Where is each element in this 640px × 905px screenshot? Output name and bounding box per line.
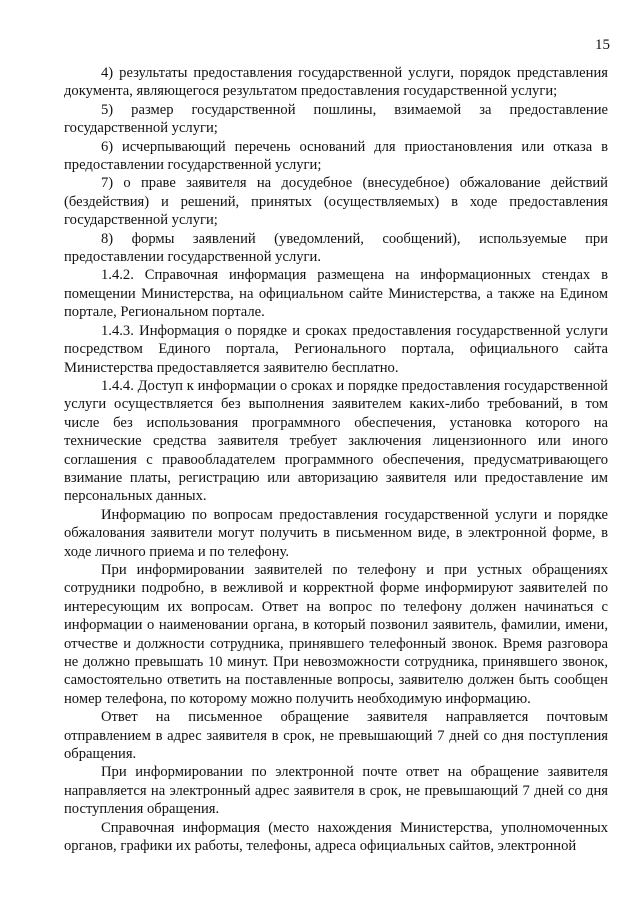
paragraph-item-6: 6) исчерпывающий перечень оснований для приостановления или отказа в предоставлении государственной услуги; xyxy=(64,138,608,174)
paragraph-phone-consultation: При информировании заявителей по телефону и при устных обращениях сотрудники подробно, в вежливой и корректной форме информируют заявителей по интересующим их вопросам. Ответ на вопрос по телефону должен начинаться с информации о наименовании органа, в который позвонил заявитель, фамилии, имени, отчестве и должности сотрудника, принявшего телефонный звонок. Время разговора не должно превышать 10 минут. При невозможности сотрудника, принявшего звонок, самостоятельно ответить на поставленные вопросы, заявителю должен быть сообщен номер телефона, по которому можно получить необходимую информацию. xyxy=(64,561,608,707)
paragraph-reference-info: Справочная информация (место нахождения Министерства, уполномоченных органов, графики их работы, телефоны, адреса официальных сайтов, электронной xyxy=(64,819,608,855)
paragraph-item-5: 5) размер государственной пошлины, взимаемой за предоставление государственной услуги; xyxy=(64,101,608,137)
paragraph-1-4-4: 1.4.4. Доступ к информации о сроках и порядке предоставления государственной услуги осуществляется без выполнения заявителем каких-либо требований, в том числе без использования программного обеспечения, установка которого на технические средства заявителя требует заключения лицензионного или иного соглашения с правообладателем программного обеспечения, предусматривающего взимание платы, регистрацию или авторизацию заявителя или предоставление им персональных данных. xyxy=(64,377,608,505)
paragraph-item-8: 8) формы заявлений (уведомлений, сообщений), используемые при предоставлении государственной услуги. xyxy=(64,230,608,266)
paragraph-written-response: Ответ на письменное обращение заявителя направляется почтовым отправлением в адрес заявителя в срок, не превышающий 7 дней со дня поступления обращения. xyxy=(64,709,608,763)
paragraph-email-response: При информировании по электронной почте ответ на обращение заявителя направляется на электронный адрес заявителя в срок, не превышающий 7 дней со дня поступления обращения. xyxy=(64,764,608,818)
paragraph-1-4-3: 1.4.3. Информация о порядке и сроках предоставления государственной услуги посредством Единого портала, Регионального портала, официального сайта Министерства предоставляется заявителю бесплатно. xyxy=(64,322,608,376)
paragraph-item-7: 7) о праве заявителя на досудебное (внесудебное) обжалование действий (бездействия) и решений, принятых (осуществляемых) в ходе предоставления государственной услуги; xyxy=(64,175,608,229)
paragraph-1-4-2: 1.4.2. Справочная информация размещена на информационных стендах в помещении Министерства, на официальном сайте Министерства, а также на Едином портале, Региональном портале. xyxy=(64,267,608,321)
paragraph-inquiry-channels: Информацию по вопросам предоставления государственной услуги и порядке обжалования заявители могут получить в письменном виде, в электронной форме, в ходе личного приема и по телефону. xyxy=(64,506,608,560)
document-body xyxy=(64,64,608,855)
paragraph-item-4: 4) результаты предоставления государственной услуги, порядок представления документа, являющегося результатом предоставления государственной услуги; xyxy=(64,65,608,100)
page-number: 15 xyxy=(595,37,610,53)
